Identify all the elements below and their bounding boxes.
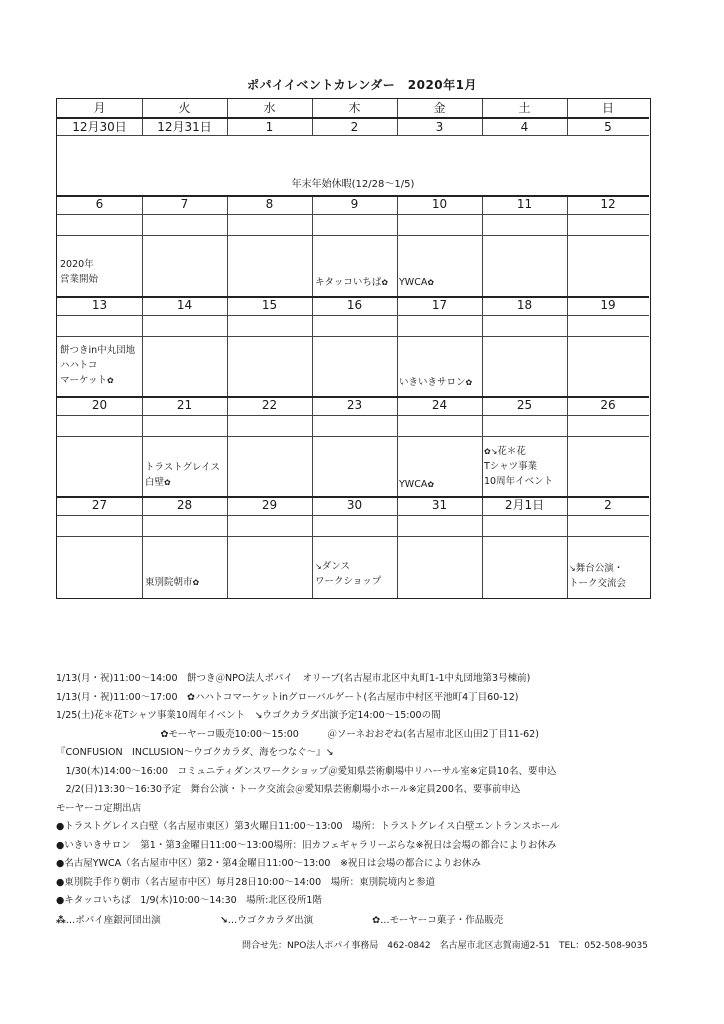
note-line: ●いきいきサロン 第1・第3金曜日11:00～13:00場所：旧カフェギャラリーぷらな※祝日は会場の都合によりお休み — [56, 839, 557, 851]
date-cell: 22 — [261, 398, 278, 412]
note-line: 1/25(土)花＊花Tシャツ事業10周年イベント ↘ウゴクカラダ出演予定14:00～15:00の間 — [56, 710, 441, 721]
contact-info: 問合せ先：NPO法人ポパイ事務局 462-0842 名古屋市北区志賀南通2-51 TEL：052-508-9035 — [242, 941, 648, 951]
weekday-tue: 火 — [178, 101, 191, 115]
date-cell: 21 — [176, 398, 193, 412]
event-ywca — [399, 477, 434, 492]
date-cell: 10 — [431, 197, 448, 211]
popai-icon: ⁂ — [56, 915, 66, 926]
date-cell: 4 — [520, 120, 529, 134]
event-label: YWCA — [399, 479, 428, 490]
date-cell: 28 — [176, 498, 193, 512]
note-line: 1/30(木)14:00～16:00 コミュニティダンスワークショップ＠愛知県芸術劇場中リハーサル室※定員10名、要申込 — [56, 765, 557, 777]
sale-icon: ✿ — [427, 480, 435, 489]
date-cell: 19 — [600, 298, 616, 312]
grid-row-line — [57, 296, 649, 298]
grid-row-line — [57, 496, 649, 498]
calendar-title: ポパイイベントカレンダー 2020年1月 — [246, 78, 477, 92]
legend-item-popai — [56, 915, 189, 926]
date-cell: 5 — [604, 120, 612, 134]
date-cell: 12月31日 — [157, 120, 212, 134]
sale-icon: ✿ — [107, 376, 114, 385]
note-line: ●名古屋YWCA（名古屋市中区）第2・第4金曜日11:00～13:00 ※祝日は会場の都合によりお休み — [56, 858, 481, 869]
sale-icon: ✿ — [465, 378, 473, 387]
note-line: 1/13(月・祝)11:00～14:00 餅つき＠NPO法人ポパイ オリーブ(名古屋市北区中丸町1-1中丸団地第3号棟前) — [56, 673, 531, 684]
grid-row-line — [57, 536, 649, 537]
grid-row-line — [57, 117, 649, 119]
event-label: 花＊花 Tシャツ事業 10周年イベント — [484, 446, 554, 487]
date-cell: 15 — [261, 298, 278, 312]
note-line: ●東別院手作り朝市（名古屋市中区）毎月28日10:00～14:00 場所：東別院境内と参道 — [56, 876, 436, 888]
event-label: トラストグレイス 白壁 — [145, 462, 220, 488]
note-line: ●キタッコいちば 1/9(木)10:00～14:30 場所:北区役所1階 — [56, 895, 322, 906]
weekday-fri: 金 — [433, 101, 446, 115]
sale-icon: ✿ — [484, 447, 491, 456]
sale-icon: ✿ — [427, 278, 435, 287]
legend — [56, 912, 559, 926]
grid-row-line — [57, 315, 649, 316]
event-dance-workshop — [315, 559, 381, 589]
date-cell: 12 — [600, 197, 616, 211]
event-business-start: 2020年 営業開始 — [60, 259, 99, 285]
grid-row-line — [57, 415, 649, 416]
date-cell: 11 — [516, 197, 533, 211]
event-ywca — [399, 275, 434, 290]
weekday-sun: 日 — [601, 101, 614, 115]
dance-icon: ↘ — [569, 564, 576, 573]
sale-icon: ✿ — [192, 578, 200, 587]
note-line: ✿モーヤーコ販売10:00～15:00 ＠ソーネおおぞね(名古屋市北区山田2丁目11-62) — [56, 728, 539, 740]
sale-icon: ✿ — [372, 915, 381, 926]
dance-icon: ↘ — [219, 915, 228, 926]
event-trust-grace — [145, 460, 220, 490]
date-cell: 25 — [516, 398, 533, 412]
event-notes — [56, 670, 696, 911]
event-label: 舞台公演・ トーク交流会 — [569, 563, 627, 589]
grid-row-line — [57, 336, 649, 337]
date-cell: 31 — [431, 498, 448, 512]
event-label: キタッコいちば — [315, 277, 382, 288]
sale-icon: ✿ — [164, 478, 171, 487]
grid-row-line — [57, 396, 649, 398]
legend-item-sale — [372, 915, 531, 926]
event-label: いきいきサロン — [399, 377, 466, 388]
date-cell: 7 — [180, 197, 189, 211]
date-cell: 2 — [604, 498, 612, 512]
note-line: 2/2(日)13:30～16:30予定 舞台公演・トーク交流会＠愛知県芸術劇場小ホール※定員200名、要事前申込 — [56, 784, 521, 795]
date-cell: 30 — [346, 498, 363, 512]
calendar-grid — [56, 98, 651, 599]
date-cell: 17 — [431, 298, 448, 312]
event-higashi-betsuin-market — [145, 575, 199, 590]
event-label: 東別院朝市 — [145, 577, 193, 588]
grid-row-line — [57, 515, 649, 516]
date-cell: 6 — [95, 197, 104, 211]
dance-icon: ↘ — [315, 562, 322, 571]
weekday-thu: 木 — [348, 101, 361, 115]
date-cell: 2 — [350, 120, 359, 134]
date-cell: 23 — [346, 398, 363, 412]
date-cell: 29 — [261, 498, 278, 512]
date-cell: 16 — [346, 298, 363, 312]
grid-row-line — [57, 135, 649, 136]
weekday-wed: 水 — [263, 101, 276, 115]
legend-label: …ポパイ座銀河団出演 — [65, 915, 161, 926]
note-line: ●トラストグレイス白壁（名古屋市東区）第3火曜日11:00～13:00 場所：トラストグレイス白壁エントランスホール — [56, 821, 560, 832]
grid-row-line — [57, 436, 649, 437]
date-cell: 14 — [176, 298, 193, 312]
date-cell: 9 — [350, 197, 359, 211]
legend-label: …ウゴクカラダ出演 — [227, 915, 314, 926]
date-cell: 2月1日 — [504, 498, 545, 512]
event-label: 餅つきin中丸団地 ハハトコ マーケット — [60, 345, 136, 386]
dance-icon: ↘ — [490, 447, 498, 456]
date-cell: 3 — [435, 120, 444, 134]
date-cell: 8 — [265, 197, 274, 211]
note-line: 『CONFUSION INCLUSION～ウゴクカラダ、海をつなぐ～』↘ — [56, 747, 334, 758]
date-cell: 18 — [516, 298, 533, 312]
date-cell: 13 — [91, 298, 108, 312]
date-cell: 27 — [91, 498, 108, 512]
weekday-sat: 土 — [518, 101, 531, 115]
date-cell: 20 — [91, 398, 108, 412]
event-ikiiki-salon — [399, 375, 472, 390]
event-stage-talk — [569, 561, 626, 591]
date-cell: 26 — [600, 398, 616, 412]
weekday-mon: 月 — [93, 101, 106, 115]
event-mochitsuki-market — [60, 343, 135, 388]
event-kitakko-ichiba — [315, 275, 388, 290]
holiday-notice: 年末年始休暇(12/28～1/5) — [291, 179, 415, 190]
sale-icon: ✿ — [381, 278, 389, 287]
note-line: モーヤーコ定期出店 — [56, 802, 142, 814]
date-cell: 24 — [431, 398, 448, 412]
date-cell: 12月30日 — [72, 120, 127, 134]
event-hana-tshirt — [484, 444, 553, 489]
event-label: YWCA — [399, 277, 428, 288]
grid-row-line — [57, 195, 649, 197]
note-line: 1/13(月・祝)11:00～17:00 ✿ハハトコマーケットinグローバルゲート(名古屋市中村区平池町4丁目60-12) — [56, 691, 519, 703]
date-cell: 1 — [265, 120, 274, 134]
grid-row-line — [57, 235, 649, 236]
legend-item-dance — [220, 915, 341, 926]
legend-label: …モーヤーコ菓子・作品販売 — [380, 915, 504, 926]
grid-row-line — [57, 214, 649, 215]
event-label: ダンス ワークショップ — [315, 561, 382, 587]
